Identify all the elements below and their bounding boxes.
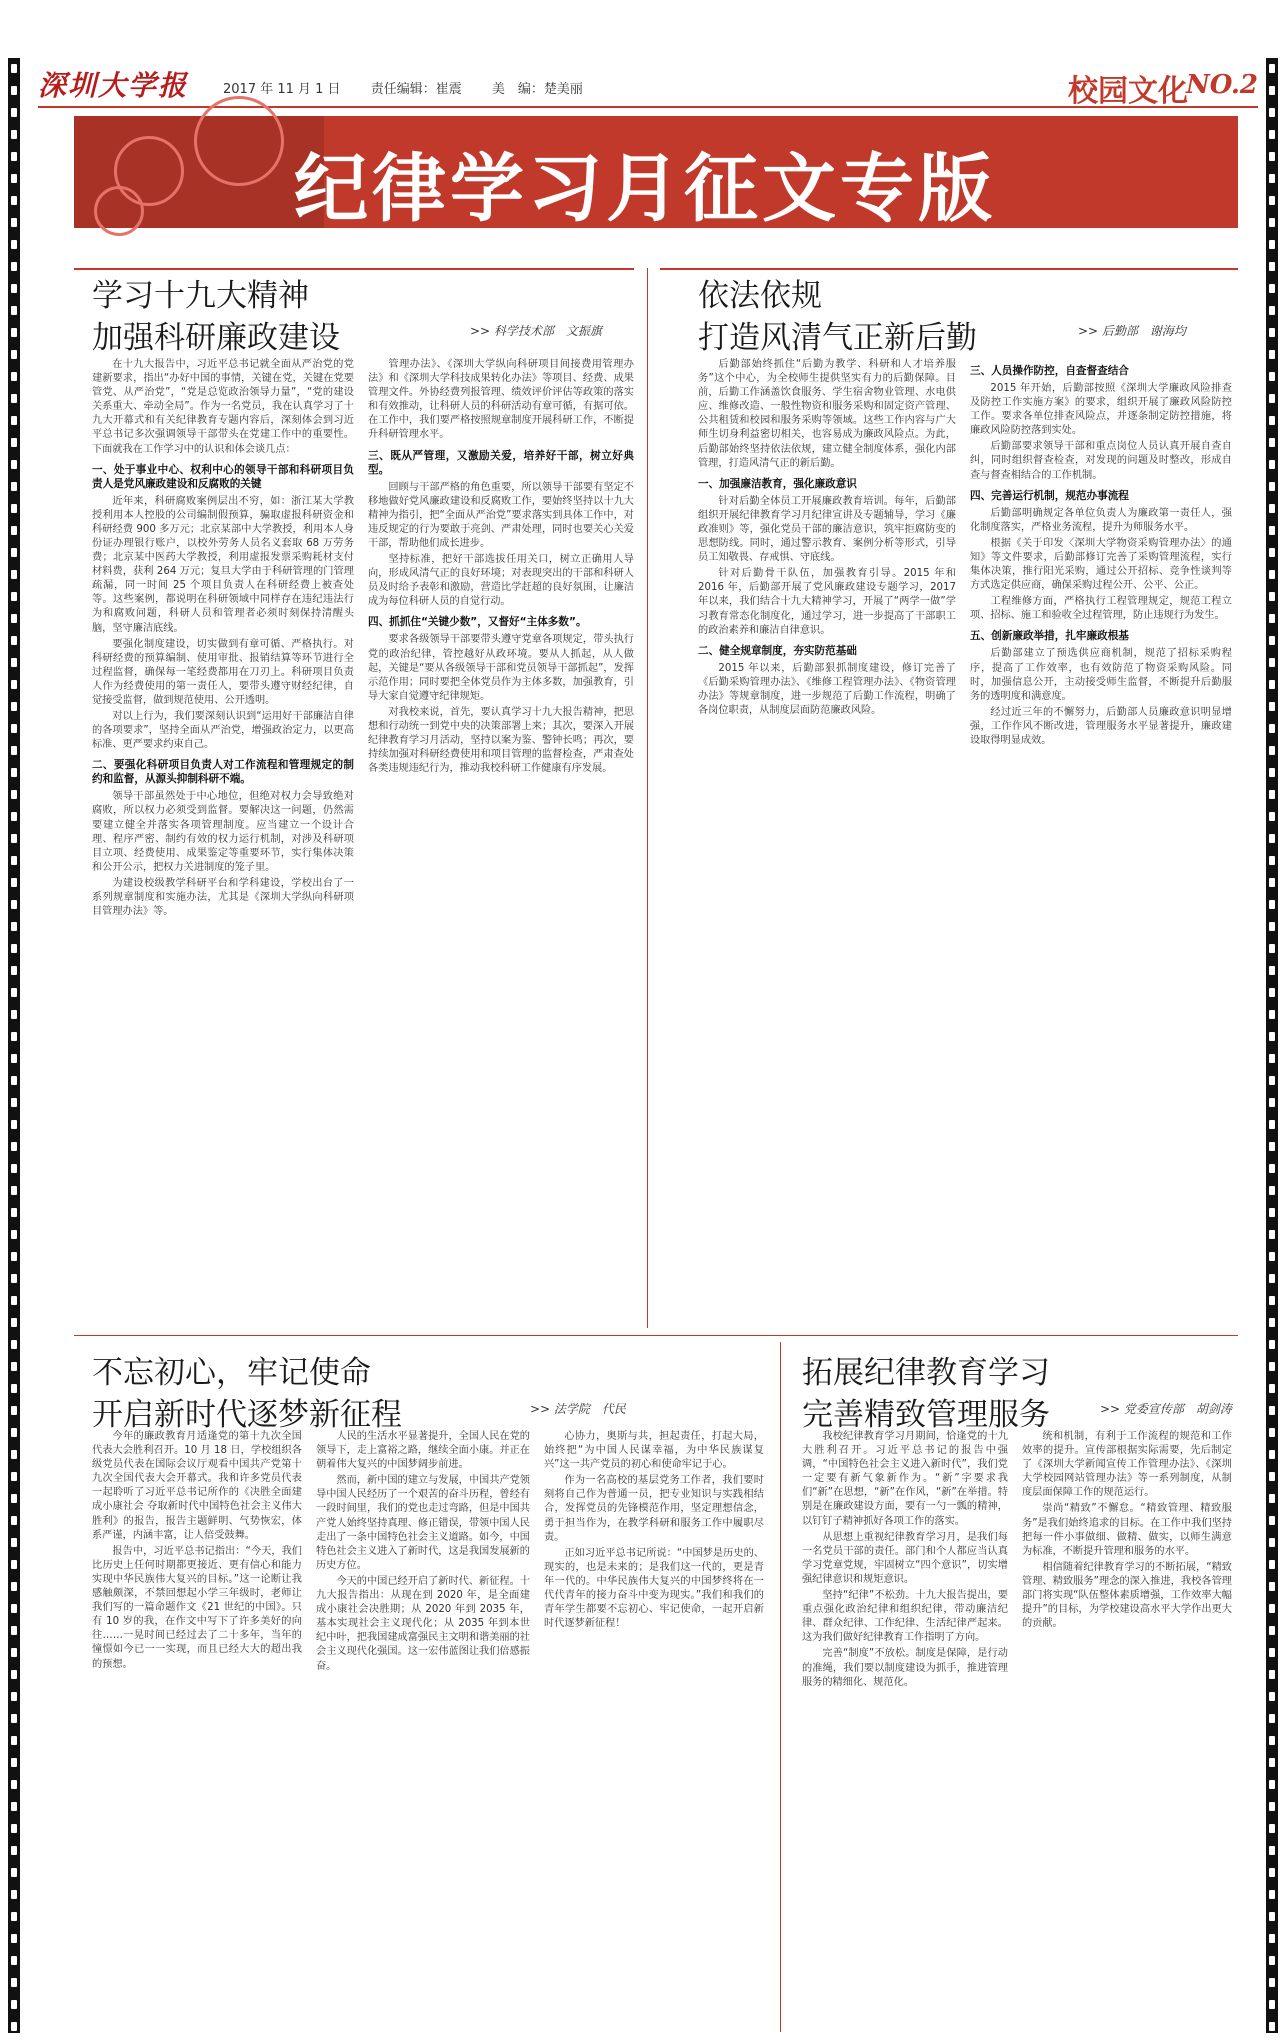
- film-hole: [11, 746, 17, 755]
- film-hole: [1269, 1296, 1275, 1305]
- film-hole: [11, 130, 17, 139]
- film-hole: [1269, 1758, 1275, 1767]
- film-hole: [11, 922, 17, 931]
- film-hole: [1269, 570, 1275, 579]
- section-heading: 一、处于事业中心、权利中心的领导干部和科研项目负责人是党风廉政建设和反腐败的关键: [92, 463, 354, 490]
- designer-credit: 美 编：楚美丽: [491, 82, 583, 97]
- film-hole: [11, 504, 17, 513]
- film-hole: [11, 1934, 17, 1943]
- paragraph: 后勤部建立了预选供应商机制，规范了招标采购程序，提高了工作效率，也有效防范了物资采购风险。同时，加强信息公开，主动接受师生监督，不断提升后勤服务的透明度和满意度。: [970, 648, 1232, 702]
- paragraph: 对以上行为，我们要深刻认识到“运用好干部廉洁自律的各项要求”，坚持全面从严治党，增强政治定力，以更高标准、更严要求约束自己。: [92, 711, 354, 751]
- film-hole: [1269, 1868, 1275, 1877]
- film-hole: [1269, 768, 1275, 777]
- film-hole: [1269, 1362, 1275, 1371]
- paragraph: 工程维修方面，严格执行工程管理规定，规范工程立项、招标、施工和验收全过程管理，防止违规行为发生。: [970, 596, 1232, 622]
- paragraph: 报告中，习近平总书记指出：“今天，我们比历史上任何时期都更接近、更有信心和能力实现中华民族伟大复兴的目标。”这一论断让我感触颇深，不禁回想起小学三年级时，老师让我们写的一篇命题作文《21 世纪的中国》。只有 10 岁的我，在作文中写下了许多美好的向往……一晃时间已经过去了二十多年，当年的憧憬如今已一一实现，而且已经大大的超出我的预想。: [92, 1545, 302, 1670]
- film-hole: [11, 526, 17, 535]
- film-hole: [1269, 526, 1275, 535]
- film-hole: [11, 152, 17, 161]
- film-hole: [11, 1956, 17, 1965]
- film-hole: [11, 86, 17, 95]
- banner-title: 纪律学习月征文专版: [294, 146, 996, 232]
- film-hole: [11, 1098, 17, 1107]
- paragraph: 2015 年以来，后勤部狠抓制度建设，修订完善了《后勤采购管理办法》、《维修工程管理办法》、《物资管理办法》等规章制度，进一步规范了后勤工作流程，明确了各岗位职责，从制度层面防范廉政风险。: [698, 662, 956, 716]
- film-hole: [11, 1142, 17, 1151]
- film-hole: [1269, 1472, 1275, 1481]
- paragraph: 管理办法》、《深圳大学纵向科研项目间接费用管理办法》和《深圳大学科技成果转化办法》等项目、经费、成果管理文件。外协经费列报管理、绩效评价评估等政策的落实和有效推动，让科研人员的科研活动有章可循，有据可依。在工作中，我们要严格按照规章制度开展科研工作，不断提升科研管理水平。: [368, 359, 634, 441]
- film-hole: [1269, 1252, 1275, 1261]
- film-hole: [11, 1648, 17, 1657]
- article-1-column-2: [368, 358, 634, 1328]
- article-1-title: 学习十九大精神 加强科研廉政建设: [92, 278, 340, 356]
- film-hole: [1269, 834, 1275, 843]
- film-hole: [11, 1912, 17, 1921]
- article-3-byline: >> 法学院 代民: [530, 1402, 626, 1416]
- film-hole: [1269, 152, 1275, 161]
- column-divider: [780, 1342, 781, 2032]
- film-hole: [11, 1208, 17, 1217]
- film-hole: [11, 1560, 17, 1569]
- film-hole: [1269, 1582, 1275, 1591]
- film-hole: [11, 350, 17, 359]
- section-heading: 三、既从严管理，又激励关爱，培养好干部，树立好典型。: [368, 449, 634, 476]
- film-hole: [11, 482, 17, 491]
- film-hole: [1269, 218, 1275, 227]
- paragraph: 在十九大报告中，习近平总书记就全面从严治党的党建新要求，指出“办好中国的事情，关键在党，关键在党要管党、从严治党”，“党是总览政治领导力量”，“党的建设关系重大、牵动全局”。作为一名党员，我在认真学习了十九大开幕式和有关纪律教育专题内容后，深刻体会到习近平总书记多次强调领导干部带头在党建工作中的重要性。下面就我在工作学习中的认识和体会谈几点：: [92, 359, 354, 455]
- paragraph: 坚持“纪律”不松劲。十九大报告提出，要重点强化政治纪律和组织纪律，带动廉洁纪律、群众纪律、工作纪律、生活纪律严起来。这为我们做好纪律教育工作指明了方向。: [802, 1590, 1008, 1644]
- film-hole: [1269, 592, 1275, 601]
- article-3-column-3: [544, 1430, 764, 2030]
- film-hole: [1269, 416, 1275, 425]
- film-hole: [11, 1120, 17, 1129]
- film-hole: [1269, 1098, 1275, 1107]
- film-hole: [1269, 64, 1275, 73]
- section-heading: 五、创新廉政举措，扎牢廉政根基: [970, 630, 1129, 643]
- film-hole: [11, 1472, 17, 1481]
- article-2-byline: >> 后勤部 谢海均: [1078, 324, 1186, 338]
- film-hole: [1269, 1032, 1275, 1041]
- film-hole: [1269, 2022, 1275, 2031]
- article-4-title: 拓展纪律教育学习 完善精致管理服务: [802, 1355, 1050, 1433]
- film-hole: [11, 1824, 17, 1833]
- film-hole: [11, 724, 17, 733]
- film-hole: [1269, 1560, 1275, 1569]
- film-hole: [11, 570, 17, 579]
- article-1-byline: >> 科学技术部 文振旗: [470, 324, 602, 338]
- film-hole: [1269, 262, 1275, 271]
- film-hole: [11, 1604, 17, 1613]
- film-hole: [11, 438, 17, 447]
- paragraph: 崇尚“精致”不懈怠。“精致管理、精致服务”是我们始终追求的目标。在工作中我们坚持把每一件小事做细、做精、做实，以师生满意为标准，不断提升管理和服务的水平。: [1022, 1503, 1232, 1557]
- film-hole: [11, 1582, 17, 1591]
- film-hole: [11, 1252, 17, 1261]
- film-hole: [11, 1692, 17, 1701]
- newspaper-logo: 深圳大学报: [38, 69, 189, 102]
- paragraph: 要求各级领导干部要带头遵守党章各项规定，带头执行党的政治纪律，管控越好从政环境。要从人抓起，从人做起，关键是“要从各级领导干部和党员领导干部抓起”，发挥示范作用；同时要把全体党员作为主体多数，加强教育，引导大家自觉遵守纪律规矩。: [368, 634, 634, 702]
- film-hole: [1269, 900, 1275, 909]
- banner-decoration: [74, 116, 324, 228]
- film-hole: [1269, 482, 1275, 491]
- film-hole: [1269, 1406, 1275, 1415]
- paragraph: 针对后勤骨干队伍，加强教育引导。2015 年和 2016 年，后勤部开展了党风廉政建设专题学习，2017 年以来，我们结合十九大精神学习，开展了“两学一做”学习教育常态化制度化，通过学习，进一步提高了干部职工的政治素养和廉洁自律意识。: [698, 568, 956, 636]
- film-hole: [11, 1076, 17, 1085]
- paragraph: 近年来，科研腐败案例层出不穷，如：浙江某大学教授利用本人控股的公司编制假预算，骗取虚报科研资金和科研经费 900 多万元；北京某部中大学教授，利用本人身份证办理银行账户，以校外劳务人员名义套取 68 万劳务费；北京某中医药大学教授，利用虚报发票采购耗材支付材料费，获利 264 万元；复旦大学由于科研管理的门管理疏漏，同一时间 25 个项目负责人在科研经费上被查处等。这些案例，都说明在科研领域中同样存在违纪违法行为和腐败问题，科研人员和管理者必须时刻保持清醒头脑，坚守廉洁底线。: [92, 495, 354, 634]
- film-hole: [11, 614, 17, 623]
- film-hole: [11, 1538, 17, 1547]
- film-hole: [11, 834, 17, 843]
- section-heading: 二、要强化科研项目负责人对工作流程和管理规定的制约和监督，从源头抑制科研不端。: [92, 759, 354, 786]
- article-4-column-1: [802, 1430, 1008, 2030]
- paragraph: 今天的中国已经开启了新时代、新征程。十九大报告指出：从现在到 2020 年，是全面建成小康社会决胜期；从 2020 年到 2035 年，基本实现社会主义现代化；从 2035 年到本世纪中叶，把我国建成富强民主文明和谐美丽的社会主义现代化强国。这一宏伟蓝图让我们倍感振奋。: [316, 1575, 530, 1672]
- film-hole: [1269, 2000, 1275, 2009]
- film-hole: [1269, 812, 1275, 821]
- paragraph: 经过近三年的不懈努力，后勤部人员廉政意识明显增强，工作作风不断改进，管理服务水平显著提升，廉政建设取得明显成效。: [970, 706, 1232, 746]
- film-hole: [11, 460, 17, 469]
- paragraph: 完善“制度”不放松。制度是保障，是行动的准绳，我们要以制度建设为抓手，推进管理服务的精细化、规范化。: [802, 1648, 1008, 1688]
- film-hole: [11, 1758, 17, 1767]
- special-issue-banner: [74, 116, 1238, 232]
- film-hole: [1269, 1010, 1275, 1019]
- editor-credit: 责任编辑：崔震: [370, 82, 462, 97]
- film-hole: [11, 856, 17, 865]
- film-hole: [11, 966, 17, 975]
- film-hole: [11, 1230, 17, 1239]
- film-hole: [11, 372, 17, 381]
- film-hole: [1269, 1230, 1275, 1239]
- film-hole: [1269, 790, 1275, 799]
- paragraph: 对我校来说，首先，要认真学习十九大报告精神，把思想和行动统一到党中央的决策部署上来；其次，要深入开展纪律教育学习月活动，坚持以案为鉴、警钟长鸣；再次，要持续加强对科研经费使用和项目管理的监督检查，严肃查处各类违规违纪行为，推动我校科研工作健康有序发展。: [368, 706, 634, 775]
- article-3-title: 不忘初心，牢记使命 开启新时代逐梦新征程: [92, 1355, 402, 1433]
- paragraph: 然而，新中国的建立与发展，中国共产党领导中国人民经历了一个艰苦的奋斗历程，曾经有一段时间里，我们的党也走过弯路，但是中国共产党人始终坚持真理、修正错误，带领中国人民走出了一条中国特色社会主义道路。如今，中国特色社会主义进入了新时代，这是我国发展新的历史方位。: [316, 1475, 530, 1571]
- film-hole: [11, 1164, 17, 1173]
- film-hole: [1269, 1120, 1275, 1129]
- film-hole: [11, 1384, 17, 1393]
- page-number: NO.2: [1185, 70, 1258, 100]
- film-hole: [11, 2000, 17, 2009]
- issue-date: 2017 年 11 月 1 日: [223, 82, 341, 97]
- film-hole: [11, 262, 17, 271]
- film-hole: [1269, 1538, 1275, 1547]
- film-hole: [1269, 1428, 1275, 1437]
- film-hole: [11, 548, 17, 557]
- film-hole: [11, 944, 17, 953]
- film-hole: [11, 900, 17, 909]
- paragraph: 针对后勤全体员工开展廉政教育培训。每年，后勤部组织开展纪律教育学习月纪律宣讲及专题辅导，学习《廉政准则》等，强化党员干部的廉洁意识，筑牢拒腐防变的思想防线。同时，通过警示教育、案例分析等形式，引导员工知敬畏、存戒惧、守底线。: [698, 495, 956, 564]
- film-hole: [1269, 1846, 1275, 1855]
- film-hole: [1269, 658, 1275, 667]
- film-hole: [1269, 922, 1275, 931]
- film-hole: [1269, 724, 1275, 733]
- film-hole: [1269, 196, 1275, 205]
- film-hole: [11, 218, 17, 227]
- article-4-byline: >> 党委宣传部 胡剑涛: [1100, 1402, 1232, 1416]
- paragraph: 我校纪律教育学习月期间，恰逢党的十九大胜利召开。习近平总书记的报告中强调，“中国特色社会主义进入新时代”，我们党一定要有新气象新作为。“新”字要求我们“新”在思想，“新”在作风，“新”在举措。特别是在廉政建设方面，要有一勺一瓢的精神，以钉钉子精神抓好各项工作的落实。: [802, 1431, 1008, 1527]
- paragraph: 统和机制，有利于工作流程的规范和工作效率的提升。宣传部根据实际需要，先后制定了《深圳大学新闻宣传工作管理办法》、《深圳大学校园网站管理办法》等一系列制度，从制度层面保障工作的规范运行。: [1022, 1431, 1232, 1499]
- film-hole: [11, 768, 17, 777]
- film-hole: [1269, 614, 1275, 623]
- film-hole: [1269, 1714, 1275, 1723]
- film-hole: [1269, 438, 1275, 447]
- section-name: 校园文化: [1068, 74, 1188, 109]
- article-3-column-1: [92, 1430, 302, 2030]
- film-hole: [1269, 1604, 1275, 1613]
- paragraph: 正如习近平总书记所说：“中国梦是历史的、现实的，也是未来的；是我们这一代的，更是青年一代的。中华民族伟大复兴的中国梦终将在一代代青年的接力奋斗中变为现实。”我们和我们的青年学生都要不忘初心、牢记使命，一起开启新时代逐梦新征程！: [544, 1547, 764, 1630]
- film-hole: [1269, 1142, 1275, 1151]
- section-heading: 四、完善运行机制，规范办事流程: [970, 489, 1129, 502]
- paragraph: 作为一名高校的基层党务工作者，我们要时刻将自己作为普通一员，把专业知识与实践相结合，发挥党员的先锋模范作用，坚定理想信念，勇于担当作为，在教学科研和服务工作中履职尽责。: [544, 1475, 764, 1543]
- paragraph: 从思想上重视纪律教育学习月，是我们每一名党员干部的责任。部门和个人都应当认真学习党章党规，牢固树立“四个意识”，切实增强纪律意识和规矩意识。: [802, 1531, 1008, 1585]
- paragraph: 回顾与干部严格的角色重要，所以领导干部要有坚定不移地做好党风廉政建设和反腐败工作，要始终坚持以十九大精神为指引，把“全面从严治党”要求落实到具体工作中，对违反规定的行为要敢于亮剑、严肃处理，同时也要关心关爱干部，帮助他们成长进步。: [368, 481, 634, 549]
- paragraph: 为建设校级教学科研平台和学科建设，学校出台了一系列规章制度和实施办法，尤其是《深圳大学纵向科研项目管理办法》等。: [92, 877, 354, 918]
- film-hole: [1269, 1890, 1275, 1899]
- paragraph: 相信随着纪律教育学习的不断拓展，“精致管理、精致服务”理念的深入推进，我校各管理部门将实现“队伍整体素质增强，工作效率大幅提升”的目标，为学校建设高水平大学作出更大的贡献。: [1022, 1561, 1232, 1630]
- film-hole: [11, 1054, 17, 1063]
- film-hole: [11, 1670, 17, 1679]
- film-hole: [1269, 1802, 1275, 1811]
- film-hole: [1269, 306, 1275, 315]
- film-hole: [1269, 1956, 1275, 1965]
- film-hole: [1269, 636, 1275, 645]
- film-hole: [1269, 1934, 1275, 1943]
- film-hole: [1269, 86, 1275, 95]
- article-2-column-2: [970, 358, 1232, 1328]
- film-hole: [11, 1978, 17, 1987]
- film-hole: [11, 1868, 17, 1877]
- film-hole: [1269, 350, 1275, 359]
- film-hole: [11, 1846, 17, 1855]
- film-hole: [1269, 394, 1275, 403]
- paragraph: 后勤部要求领导干部和重点岗位人员认真开展自查自纠，同时组织督查检查，对发现的问题及时整改，形成自查与督查相结合的工作机制。: [970, 441, 1232, 481]
- film-hole: [1269, 1186, 1275, 1195]
- film-hole: [11, 1494, 17, 1503]
- paragraph: 心协力，奥斯与共，担起责任，打起大局，始终把“为中国人民谋幸福，为中华民族谋复兴”这一共产党员的初心和使命牢记于心。: [544, 1431, 764, 1471]
- film-hole: [11, 240, 17, 249]
- film-hole: [1269, 460, 1275, 469]
- film-hole: [11, 174, 17, 183]
- film-hole: [1269, 1626, 1275, 1635]
- section-heading: 三、人员操作防控，自查督查结合: [970, 365, 1129, 377]
- film-hole: [1269, 240, 1275, 249]
- article-2-column-1: [698, 358, 956, 1328]
- film-hole: [11, 1296, 17, 1305]
- film-hole: [1269, 328, 1275, 337]
- film-hole: [1269, 548, 1275, 557]
- film-hole: [1269, 966, 1275, 975]
- film-hole: [1269, 174, 1275, 183]
- film-hole: [11, 196, 17, 205]
- film-hole: [11, 988, 17, 997]
- article-3-column-2: [316, 1430, 530, 2030]
- film-hole: [11, 702, 17, 711]
- film-strip-left: [8, 58, 20, 2033]
- film-hole: [1269, 1692, 1275, 1701]
- film-hole: [11, 1780, 17, 1789]
- film-hole: [1269, 108, 1275, 117]
- film-hole: [1269, 130, 1275, 139]
- paragraph: 人民的生活水平显著提升，全国人民在党的领导下，走上富裕之路，继续全面小康。并正在朝着伟大复兴的中国梦阔步前进。: [316, 1431, 530, 1471]
- paragraph: 今年的廉政教育月适逢党的第十九次全国代表大会胜利召开。10 月 18 日，学校组织各级党员代表在国际会议厅观看中国共产党第十九次全国代表大会开幕式。我和许多党员代表一起聆听了习近平总书记所作的《决胜全面建成小康社会 夺取新时代中国特色社会主义伟大胜利》的报告，报告主题鲜明、气势恢宏，体系严谨，内涵丰富，让人倍受鼓舞。: [92, 1431, 302, 1541]
- divider: [74, 1335, 1238, 1336]
- film-hole: [11, 1032, 17, 1041]
- film-hole: [11, 328, 17, 337]
- film-hole: [1269, 1670, 1275, 1679]
- paragraph: 要强化制度建设，切实做到有章可循、严格执行。对科研经费的预算编制、使用审批、报销结算等环节进行全过程监督，确保每一笔经费都用在刀刃上。科研项目负责人作为经费使用的第一责任人，要带头遵守财经纪律，自觉接受监督，做到规范使用、公开透明。: [92, 638, 354, 706]
- article-1-column-1: [92, 358, 354, 1328]
- film-hole: [1269, 1648, 1275, 1657]
- film-hole: [1269, 988, 1275, 997]
- film-hole: [11, 108, 17, 117]
- film-hole: [1269, 1164, 1275, 1173]
- divider: [74, 268, 634, 270]
- film-hole: [1269, 702, 1275, 711]
- film-hole: [11, 878, 17, 887]
- film-hole: [11, 1802, 17, 1811]
- film-hole: [11, 1626, 17, 1635]
- paragraph: 根据《关于印发〈深圳大学物资采购管理办法〉的通知》等文件要求，后勤部修订完善了采购管理流程，实行集体决策，推行阳光采购，通过公开招标、竞争性谈判等方式选定供应商，确保采购过程公开、公平、公正。: [970, 537, 1232, 592]
- film-hole: [11, 1186, 17, 1195]
- film-hole: [1269, 1736, 1275, 1745]
- film-hole: [11, 1362, 17, 1371]
- film-hole: [1269, 1516, 1275, 1525]
- article-2-title: 依法依规 打造风清气正新后勤: [698, 278, 977, 356]
- film-hole: [11, 1274, 17, 1283]
- film-hole: [1269, 1384, 1275, 1393]
- section-heading: 四、抓抓住“关键少数”，又督好“主体多数”。: [368, 616, 587, 629]
- paragraph: 后勤部明确规定各单位负责人为廉政第一责任人，强化制度落实，严格业务流程，提升为师服务水平。: [970, 507, 1232, 533]
- section-heading: 二、健全规章制度，夯实防范基础: [698, 644, 857, 657]
- film-hole: [1269, 1208, 1275, 1217]
- film-hole: [11, 64, 17, 73]
- film-hole: [11, 658, 17, 667]
- film-hole: [11, 1428, 17, 1437]
- film-hole: [1269, 680, 1275, 689]
- film-hole: [11, 306, 17, 315]
- film-hole: [1269, 1912, 1275, 1921]
- film-hole: [1269, 746, 1275, 755]
- film-hole: [11, 592, 17, 601]
- film-hole: [11, 416, 17, 425]
- paragraph: 2015 年开始，后勤部按照《深圳大学廉政风险排查及防控工作实施方案》的要求，组织开展了廉政风险防控工作。要求各单位排查风险点，并逐条制定防控措施，将廉政风险防控落到实处。: [970, 383, 1232, 437]
- paragraph: 坚持标准，把好干部选拔任用关口，树立正确用人导向，形成风清气正的良好环境；对表现突出的干部和科研人员及时给予表彰和激励，营造比学赶超的良好氛围，让廉洁成为每位科研人员的自觉行动。: [368, 554, 634, 608]
- film-hole: [11, 1010, 17, 1019]
- film-hole: [11, 790, 17, 799]
- film-hole: [1269, 944, 1275, 953]
- film-hole: [11, 1340, 17, 1349]
- film-hole: [1269, 1780, 1275, 1789]
- film-hole: [1269, 1340, 1275, 1349]
- film-strip-right: [1266, 58, 1278, 2033]
- film-hole: [11, 394, 17, 403]
- film-hole: [1269, 1450, 1275, 1459]
- film-hole: [1269, 1824, 1275, 1833]
- film-hole: [1269, 284, 1275, 293]
- film-hole: [11, 1516, 17, 1525]
- divider: [660, 268, 1238, 270]
- film-hole: [11, 1714, 17, 1723]
- column-divider: [647, 268, 648, 1328]
- film-hole: [11, 1736, 17, 1745]
- issue-meta: [223, 78, 609, 97]
- film-hole: [11, 636, 17, 645]
- film-hole: [11, 1406, 17, 1415]
- film-hole: [11, 812, 17, 821]
- article-4-column-2: [1022, 1430, 1232, 2030]
- paragraph: 领导干部虽然处于中心地位，但绝对权力会导致绝对腐败，所以权力必须受到监督。要解决这一问题，仍然需要建立健全并落实各项管理制度。应当建立一个设计合理、程序严密、制约有效的权力运行机制，对涉及科研项目立项、经费使用、成果鉴定等重要环节，实行集体决策和公开公示，把权力关进制度的笼子里。: [92, 791, 354, 873]
- film-hole: [1269, 504, 1275, 513]
- film-hole: [1269, 1978, 1275, 1987]
- film-hole: [1269, 1318, 1275, 1327]
- film-hole: [1269, 1274, 1275, 1283]
- film-hole: [1269, 856, 1275, 865]
- film-hole: [1269, 1076, 1275, 1085]
- film-hole: [11, 1318, 17, 1327]
- film-hole: [11, 1890, 17, 1899]
- film-hole: [11, 1450, 17, 1459]
- film-hole: [1269, 1054, 1275, 1063]
- section-heading: 一、加强廉洁教育，强化廉政意识: [698, 477, 857, 490]
- film-hole: [11, 2022, 17, 2031]
- film-hole: [11, 680, 17, 689]
- film-hole: [1269, 878, 1275, 887]
- paragraph: 后勤部始终抓住“后勤为教学、科研和人才培养服务”这个中心，为全校师生提供坚实有力的后勤保障。目前，后勤工作涵盖饮食服务、学生宿舍物业管理、水电供应、维修改造、一般性物资和服务采购和固定资产管理、公共租赁和校园和服务采购等领域。这些工作内容与广大师生切身利益密切相关，也容易成为廉政风险点。为此，后勤部始终坚持依法依规，建立健全制度体系，强化内部管理，打造风清气正的新后勤。: [698, 359, 956, 469]
- film-hole: [1269, 372, 1275, 381]
- film-hole: [1269, 1494, 1275, 1503]
- film-hole: [11, 284, 17, 293]
